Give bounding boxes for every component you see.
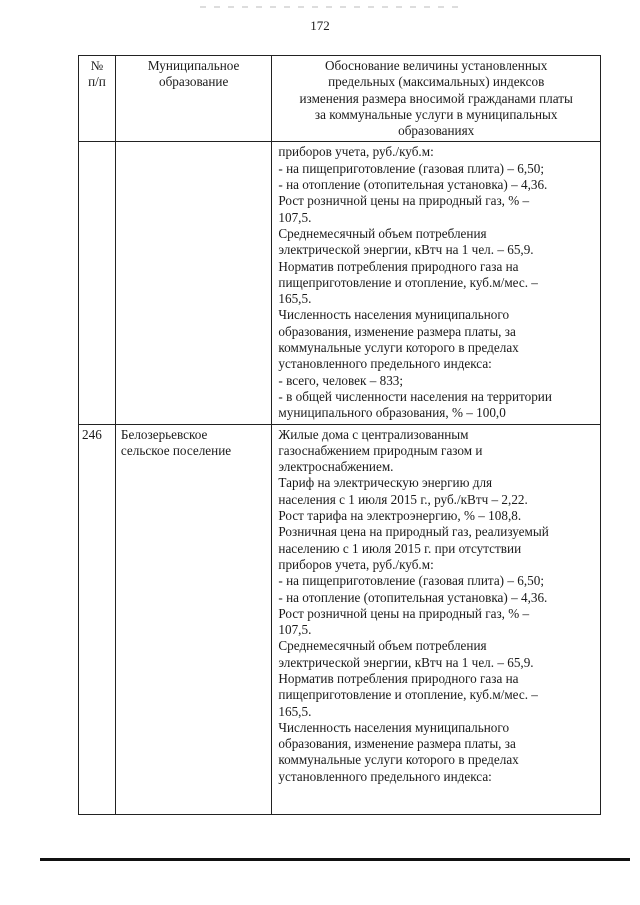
text-line: пищеприготовление и отопление, куб.м/мес. –	[278, 274, 538, 290]
text-line: Тариф на электрическую энергию для	[278, 475, 493, 491]
table-row	[79, 142, 601, 424]
header-justification-line: образованиях	[398, 123, 475, 139]
text-line: - всего, человек – 833;	[278, 372, 404, 388]
row-municipality-cell	[115, 142, 271, 424]
row-num-cell	[79, 142, 116, 424]
text-line: Жилые дома с централизованным	[278, 426, 469, 442]
row-num-cell: 246	[79, 424, 116, 814]
text-line: - на отопление (отопительная установка) – 4,36.	[278, 177, 548, 193]
header-justification-line: изменения размера вносимой гражданами платы	[299, 90, 573, 106]
table-row	[79, 424, 601, 814]
header-num	[79, 56, 116, 142]
text-line: Среднемесячный объем потребления	[278, 225, 487, 241]
text-line: Розничная цена на природный газ, реализуемый	[278, 524, 549, 540]
row-municipality-cell	[115, 424, 271, 814]
municipality-name-line: сельское поселение	[120, 442, 232, 458]
text-line: коммунальные услуги которого в пределах	[278, 752, 519, 768]
header-num-line: п/п	[88, 74, 106, 90]
text-line: 165,5.	[278, 291, 312, 307]
text-line: Норматив потребления природного газа на	[278, 258, 519, 274]
text-line: муниципального образования, % – 100,0	[278, 405, 506, 421]
row-justification-cell	[272, 142, 601, 424]
text-line: - на пищеприготовление (газовая плита) – 6,50;	[278, 160, 544, 176]
text-line: Среднемесячный объем потребления	[278, 638, 487, 654]
header-municipality-line: образование	[158, 74, 229, 90]
text-line: приборов учета, руб./куб.м:	[278, 556, 434, 572]
text-line: 107,5.	[278, 209, 312, 225]
text-line: 165,5.	[278, 703, 312, 719]
text-line: - на отопление (отопительная установка) – 4,36.	[278, 589, 548, 605]
text-line: электроснабжением.	[278, 459, 394, 475]
header-justification	[272, 56, 601, 142]
text-line: электрической энергии, кВтч на 1 чел. – 65,9.	[278, 654, 534, 670]
row-justification-cell	[272, 424, 601, 814]
text-line: 107,5.	[278, 622, 312, 638]
text-line: - в общей численности населения на территории	[278, 388, 552, 404]
table-header-row	[79, 56, 601, 142]
text-line: Численность населения муниципального	[278, 307, 510, 323]
header-num-line: №	[90, 58, 104, 73]
text-line: Рост тарифа на электроэнергию, % – 108,8.	[278, 508, 522, 524]
text-line: газоснабжением природным газом и	[278, 442, 483, 458]
page-number: 172	[310, 18, 330, 33]
text-line: электрической энергии, кВтч на 1 чел. – 65,9.	[278, 242, 534, 258]
text-line: Рост розничной цены на природный газ, % –	[278, 193, 530, 209]
header-justification-line: за коммунальные услуги в муниципальных	[314, 106, 558, 122]
text-line: приборов учета, руб./куб.м:	[278, 144, 434, 160]
footer-rule	[40, 858, 630, 861]
tariff-table	[78, 55, 601, 815]
text-line: установленного предельного индекса:	[278, 356, 492, 372]
text-line: образования, изменение размера платы, за	[278, 736, 516, 752]
text-line: установленного предельного индекса:	[278, 768, 492, 784]
text-line: - на пищеприготовление (газовая плита) – 6,50;	[278, 573, 544, 589]
text-line: образования, изменение размера платы, за	[278, 323, 516, 339]
scan-artifact	[200, 6, 460, 8]
header-justification-line: Обоснование величины установленных	[325, 58, 548, 73]
header-municipality-line: Муниципальное	[147, 58, 240, 73]
header-municipality	[115, 56, 271, 142]
municipality-name-line: Белозерьевское	[120, 426, 208, 442]
text-line: пищеприготовление и отопление, куб.м/мес. –	[278, 687, 538, 703]
text-line: Рост розничной цены на природный газ, % –	[278, 605, 530, 621]
text-line: Численность населения муниципального	[278, 719, 510, 735]
text-line: коммунальные услуги которого в пределах	[278, 340, 519, 356]
text-line: населения с 1 июля 2015 г., руб./кВтч – 2,22.	[278, 491, 528, 507]
text-line: населению с 1 июля 2015 г. при отсутствии	[278, 540, 522, 556]
header-justification-line: предельных (максимальных) индексов	[328, 74, 545, 90]
text-line: Норматив потребления природного газа на	[278, 670, 519, 686]
